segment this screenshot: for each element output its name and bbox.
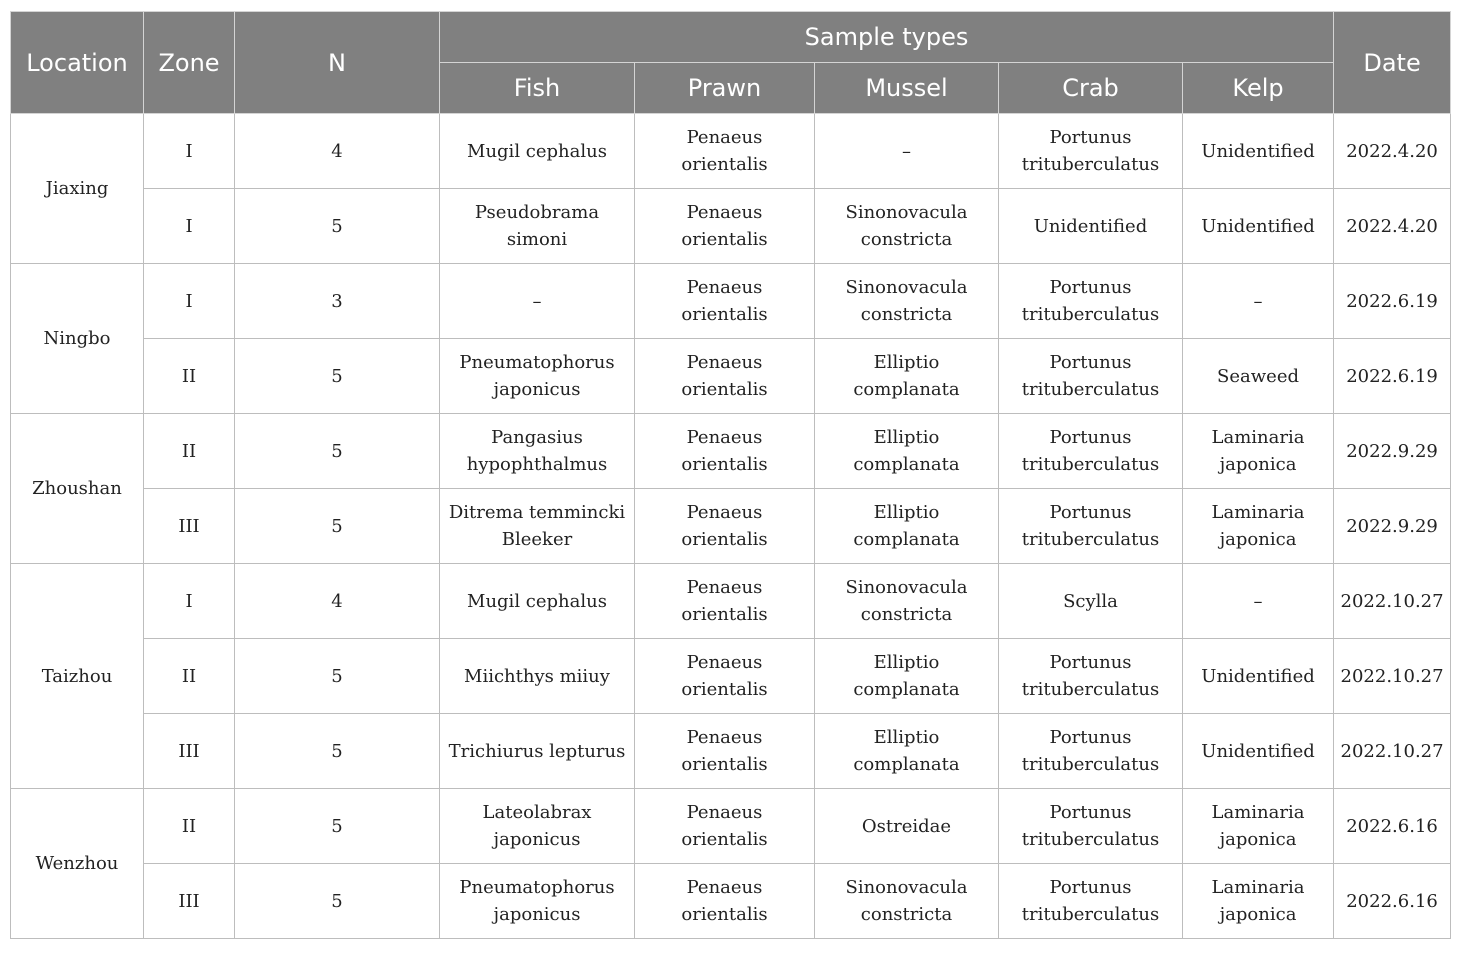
crab-cell: Portunus trituberculatus (999, 789, 1183, 864)
table-row (11, 714, 1451, 789)
mussel-cell: Elliptio complanata (815, 339, 999, 414)
prawn-cell: Penaeus orientalis (635, 339, 815, 414)
crab-cell: Portunus trituberculatus (999, 339, 1183, 414)
n-cell: 5 (235, 189, 440, 264)
prawn-cell: Penaeus orientalis (635, 489, 815, 564)
kelp-cell: Laminaria japonica (1183, 789, 1334, 864)
mussel-cell: – (815, 114, 999, 189)
crab-cell: Portunus trituberculatus (999, 639, 1183, 714)
location-cell: Taizhou (11, 564, 144, 789)
header-prawn: Prawn (635, 63, 815, 114)
zone-cell: III (144, 864, 235, 939)
date-cell: 2022.9.29 (1334, 489, 1451, 564)
location-cell: Wenzhou (11, 789, 144, 939)
crab-cell: Portunus trituberculatus (999, 489, 1183, 564)
fish-cell: Mugil cephalus (440, 114, 635, 189)
date-cell: 2022.6.16 (1334, 789, 1451, 864)
kelp-cell: Laminaria japonica (1183, 864, 1334, 939)
date-cell: 2022.4.20 (1334, 189, 1451, 264)
zone-cell: II (144, 789, 235, 864)
kelp-cell: Seaweed (1183, 339, 1334, 414)
mussel-cell: Elliptio complanata (815, 714, 999, 789)
prawn-cell: Penaeus orientalis (635, 114, 815, 189)
fish-cell: Pneumatophorus japonicus (440, 339, 635, 414)
table-row (11, 264, 1451, 339)
table-header (11, 12, 1451, 114)
prawn-cell: Penaeus orientalis (635, 264, 815, 339)
crab-cell: Portunus trituberculatus (999, 714, 1183, 789)
table-row (11, 339, 1451, 414)
kelp-cell: Unidentified (1183, 639, 1334, 714)
zone-cell: II (144, 339, 235, 414)
header-zone: Zone (144, 12, 235, 114)
header-date: Date (1334, 12, 1451, 114)
header-fish: Fish (440, 63, 635, 114)
table-row (11, 414, 1451, 489)
mussel-cell: Elliptio complanata (815, 414, 999, 489)
header-n: N (235, 12, 440, 114)
mussel-cell: Elliptio complanata (815, 489, 999, 564)
location-cell: Jiaxing (11, 114, 144, 264)
table-row (11, 639, 1451, 714)
date-cell: 2022.10.27 (1334, 639, 1451, 714)
kelp-cell: Unidentified (1183, 189, 1334, 264)
mussel-cell: Ostreidae (815, 789, 999, 864)
prawn-cell: Penaeus orientalis (635, 414, 815, 489)
fish-cell: – (440, 264, 635, 339)
kelp-cell: Unidentified (1183, 114, 1334, 189)
zone-cell: II (144, 639, 235, 714)
zone-cell: I (144, 114, 235, 189)
fish-cell: Pangasius hypophthalmus (440, 414, 635, 489)
date-cell: 2022.6.19 (1334, 339, 1451, 414)
date-cell: 2022.9.29 (1334, 414, 1451, 489)
fish-cell: Lateolabrax japonicus (440, 789, 635, 864)
fish-cell: Miichthys miiuy (440, 639, 635, 714)
n-cell: 5 (235, 489, 440, 564)
n-cell: 5 (235, 339, 440, 414)
prawn-cell: Penaeus orientalis (635, 864, 815, 939)
table-row (11, 489, 1451, 564)
kelp-cell: Laminaria japonica (1183, 414, 1334, 489)
location-cell: Ningbo (11, 264, 144, 414)
table-body (11, 114, 1451, 939)
zone-cell: II (144, 414, 235, 489)
mussel-cell: Sinonovacula constricta (815, 564, 999, 639)
crab-cell: Scylla (999, 564, 1183, 639)
crab-cell: Portunus trituberculatus (999, 864, 1183, 939)
date-cell: 2022.10.27 (1334, 564, 1451, 639)
fish-cell: Ditrema temmincki Bleeker (440, 489, 635, 564)
crab-cell: Portunus trituberculatus (999, 414, 1183, 489)
fish-cell: Mugil cephalus (440, 564, 635, 639)
header-crab: Crab (999, 63, 1183, 114)
fish-cell: Pseudobrama simoni (440, 189, 635, 264)
table-row (11, 114, 1451, 189)
n-cell: 5 (235, 789, 440, 864)
date-cell: 2022.6.16 (1334, 864, 1451, 939)
table-row (11, 564, 1451, 639)
zone-cell: I (144, 264, 235, 339)
table-row (11, 864, 1451, 939)
zone-cell: III (144, 714, 235, 789)
n-cell: 5 (235, 639, 440, 714)
fish-cell: Trichiurus lepturus (440, 714, 635, 789)
date-cell: 2022.4.20 (1334, 114, 1451, 189)
prawn-cell: Penaeus orientalis (635, 189, 815, 264)
header-kelp: Kelp (1183, 63, 1334, 114)
zone-cell: III (144, 489, 235, 564)
date-cell: 2022.10.27 (1334, 714, 1451, 789)
kelp-cell: Unidentified (1183, 714, 1334, 789)
n-cell: 5 (235, 714, 440, 789)
location-cell: Zhoushan (11, 414, 144, 564)
mussel-cell: Sinonovacula constricta (815, 264, 999, 339)
kelp-cell: – (1183, 564, 1334, 639)
n-cell: 5 (235, 414, 440, 489)
prawn-cell: Penaeus orientalis (635, 639, 815, 714)
header-sample-types: Sample types (440, 12, 1334, 63)
mussel-cell: Sinonovacula constricta (815, 864, 999, 939)
prawn-cell: Penaeus orientalis (635, 714, 815, 789)
sample-table-container (10, 11, 1451, 939)
header-location: Location (11, 12, 144, 114)
sample-table (10, 11, 1451, 939)
n-cell: 4 (235, 564, 440, 639)
kelp-cell: – (1183, 264, 1334, 339)
mussel-cell: Elliptio complanata (815, 639, 999, 714)
mussel-cell: Sinonovacula constricta (815, 189, 999, 264)
header-row-top (11, 12, 1451, 63)
n-cell: 5 (235, 864, 440, 939)
header-mussel: Mussel (815, 63, 999, 114)
fish-cell: Pneumatophorus japonicus (440, 864, 635, 939)
prawn-cell: Penaeus orientalis (635, 564, 815, 639)
crab-cell: Portunus trituberculatus (999, 114, 1183, 189)
date-cell: 2022.6.19 (1334, 264, 1451, 339)
crab-cell: Portunus trituberculatus (999, 264, 1183, 339)
n-cell: 3 (235, 264, 440, 339)
crab-cell: Unidentified (999, 189, 1183, 264)
table-row (11, 789, 1451, 864)
table-row (11, 189, 1451, 264)
kelp-cell: Laminaria japonica (1183, 489, 1334, 564)
zone-cell: I (144, 189, 235, 264)
n-cell: 4 (235, 114, 440, 189)
prawn-cell: Penaeus orientalis (635, 789, 815, 864)
zone-cell: I (144, 564, 235, 639)
